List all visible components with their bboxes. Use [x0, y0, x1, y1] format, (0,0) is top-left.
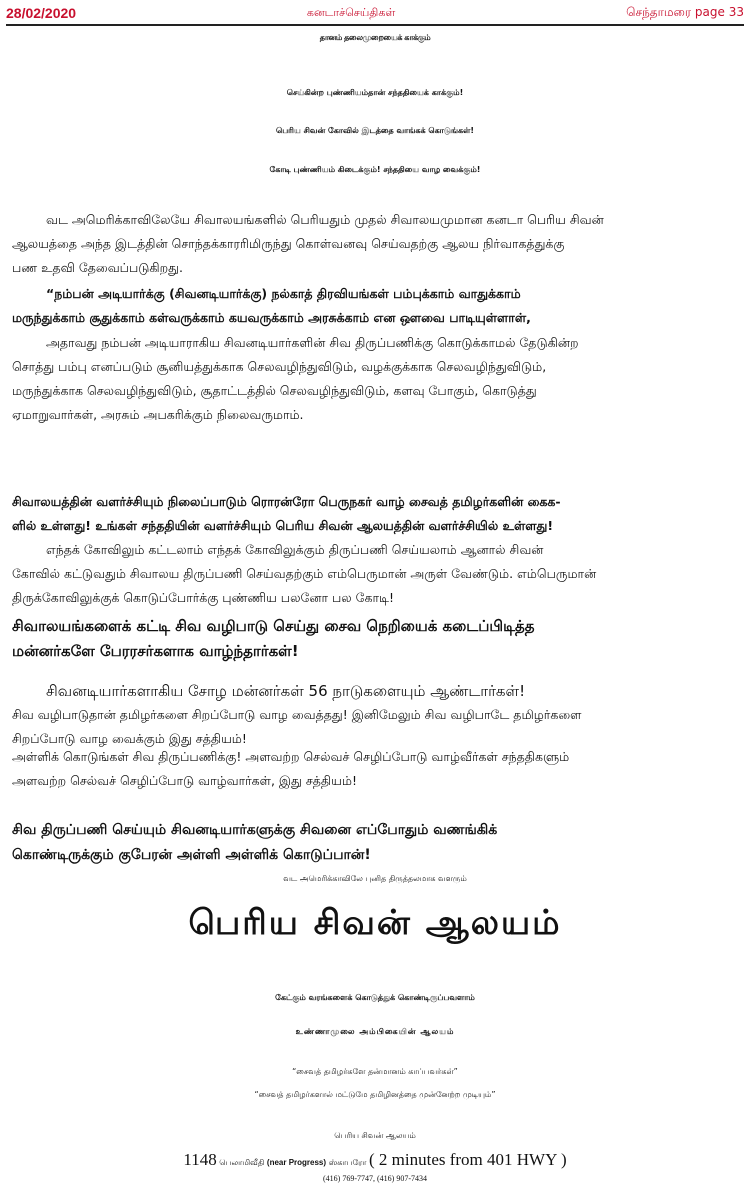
ad-phones: (416) 769-7747, (416) 907-7434 — [323, 1174, 427, 1183]
paragraph-explanation — [12, 331, 738, 427]
issue-date: 28/02/2020 — [6, 5, 77, 21]
paragraph-give — [12, 745, 738, 793]
ad-temple-name: பெரிய சிவன் ஆலயம் — [188, 903, 562, 943]
subheadline-1: செய்கின்ற புண்ணியம்தான் சந்ததியைக் காக்கும்! — [286, 88, 464, 97]
text-line: “நம்பன் அடியார்க்கு (சிவனடியார்க்கு) நல்காத் திரவியங்கள் பம்புக்காம் வாதுக்காம் — [46, 286, 521, 301]
address-street: பெலாமிவீதி — [219, 1158, 265, 1167]
text-line: சிவாலயங்களைக் கட்டி சிவ வழிபாடு செய்து சைவ நெறியைக் கடைப்பிடித்த — [12, 617, 535, 635]
text-line: ஆலயத்தை அந்த இடத்தின் சொந்தக்காரரிமிருந்து கொள்வனவு செய்வதற்கு ஆலய நிர்வாகத்துக்கு — [12, 236, 565, 251]
subheadline-2: பெரிய சிவன் கோவில் இடத்தை வாங்கக் கொடுங்கள்! — [276, 126, 474, 135]
page-number: செந்தாமரை page 33 — [626, 5, 744, 19]
paragraph-chola — [12, 679, 738, 751]
text-line: சிவ வழிபாடுதான் தமிழர்களை சிறப்போடு வாழ வைத்தது! இனிமேலும் சிவ வழிபாடே தமிழர்களை — [12, 707, 582, 722]
section-name: கனடாச்செய்திகள் — [306, 5, 396, 19]
address-number: 1148 — [183, 1150, 217, 1169]
paragraph-temple-building — [12, 538, 738, 610]
text-line: ளில் உள்ளது! உங்கள் சந்ததியின் வளர்ச்சியும் பெரிய சிவன் ஆலயத்தின் வளர்ச்சியில் உள்ளது! — [12, 518, 554, 533]
text-line: சிறப்போடு வாழ வைக்கும் இது சத்தியம்! — [12, 731, 247, 746]
ad-tagline: வட அமெரிக்காவிலே புனித திருத்தலமாக வளரும் — [283, 874, 467, 883]
paragraph-avvai-quote — [12, 282, 738, 330]
text-line: எந்தக் கோவிலும் கட்டலாம் எந்தக் கோவிலுக்கும் திருப்பணி செய்யலாம் ஆனால் சிவன் — [46, 542, 544, 557]
text-line: அள்ளிக் கொடுங்கள் சிவ திருப்பணிக்கு! அளவற்ற செல்வச் செழிப்போடு வாழ்வீர்கள் சந்ததிகளும் — [12, 749, 570, 764]
ad-quote-big: “சைவத் தமிழர்களால் மட்டுமே தமிழினத்தை முன்னேற்ற முடியும்” — [254, 1090, 496, 1099]
headline: தானம் தலைமுறையைக் காக்கும் — [319, 33, 431, 42]
text-line: சிவ திருப்பணி செய்யும் சிவனடியார்களுக்கு சிவனை எப்போதும் வணங்கிக் — [12, 822, 498, 838]
ad-address — [0, 1150, 750, 1170]
text-line: கோவில் கட்டுவதும் சிவாலய திருப்பணி செய்வதற்கும் எம்பெருமான் அருள் வேண்டும். எம்பெருமான் — [12, 566, 597, 581]
text-line: ஏமாறுவார்கள், அரசும் அபகரிக்கும் நிலைவருமாம். — [12, 407, 304, 422]
paragraph-appeal — [12, 208, 738, 280]
address-near: (near Progress) — [266, 1158, 327, 1167]
paragraph-kings — [12, 614, 738, 664]
ad-line-ambika: உண்ணாமுலை அம்பிகையின் ஆலயம் — [295, 1027, 455, 1036]
text-line: மன்னர்களே பேரரசர்களாக வாழ்ந்தார்கள்! — [12, 642, 299, 660]
text-line: வட அமெரிக்காவிலேயே சிவாலயங்களில் பெரியதும் முதல் சிவாலயமுமான கனடா பெரிய சிவன் — [46, 212, 604, 227]
text-line: அதாவது நம்பன் அடியாராகிய சிவனடியார்களின் சிவ திருப்பணிக்கு கொடுக்காமல் தேடுகின்ற — [46, 335, 579, 350]
subheadline-3: கோடி புண்ணியம் கிடைக்கும்! சந்ததியை வாழ வைக்கும்! — [269, 165, 481, 174]
text-line: சிவாலயத்தின் வளர்ச்சியும் நிலைப்பாடும் ரொரன்ரோ பெருநகர் வாழ் சைவத் தமிழர்களின் கைக- — [12, 494, 561, 509]
text-line: திருக்கோவிலுக்குக் கொடுப்போர்க்கு புண்ணிய பலனோ பல கோடி! — [12, 590, 394, 605]
ad-name-small: பெரிய சிவன் ஆலயம் — [334, 1131, 416, 1140]
page-header — [6, 2, 744, 26]
paragraph-growth — [12, 490, 738, 538]
text-line: சிவனடியார்களாகிய சோழ மன்னர்கள் 56 நாடுகளையும் ஆண்டார்கள்! — [46, 682, 526, 700]
address-note: ( 2 minutes from 401 HWY ) — [368, 1150, 567, 1169]
text-line: கொண்டிருக்கும் குபேரன் அள்ளி அள்ளிக் கொடுப்பான்! — [12, 847, 371, 863]
text-line: அளவற்ற செல்வச் செழிப்போடு வாழ்வார்கள், இது சத்தியம்! — [12, 773, 357, 788]
ad-quote-small: “சைவத் தமிழர்களே தன்மானம் காப்பவர்கள்” — [292, 1067, 458, 1076]
text-line: சொத்து பம்பு எனப்படும் சூனியத்துக்காக செலவழிந்துவிடும், வழக்குக்காக செலவழிந்துவிடும், — [12, 359, 547, 374]
text-line: மருந்துக்காம் சூதுக்காம் கள்வருக்காம் கயவருக்காம் அரசுக்காம் என ஔவை பாடியுள்ளாள், — [12, 310, 531, 325]
address-city: ஸ்காபரோ — [328, 1158, 367, 1167]
text-line: பண உதவி தேவைப்படுகிறது. — [12, 260, 183, 275]
text-line: மருந்துக்காக செலவழிந்துவிடும், சூதாட்டத்தில் செலவழிந்துவிடும், களவு போகும், கொடுத்து — [12, 383, 537, 398]
ad-line-boons: கேட்கும் வரங்களைக் கொடுத்துக் கொண்டிருப்பவளாம் — [275, 993, 475, 1002]
paragraph-kubera — [12, 818, 738, 868]
